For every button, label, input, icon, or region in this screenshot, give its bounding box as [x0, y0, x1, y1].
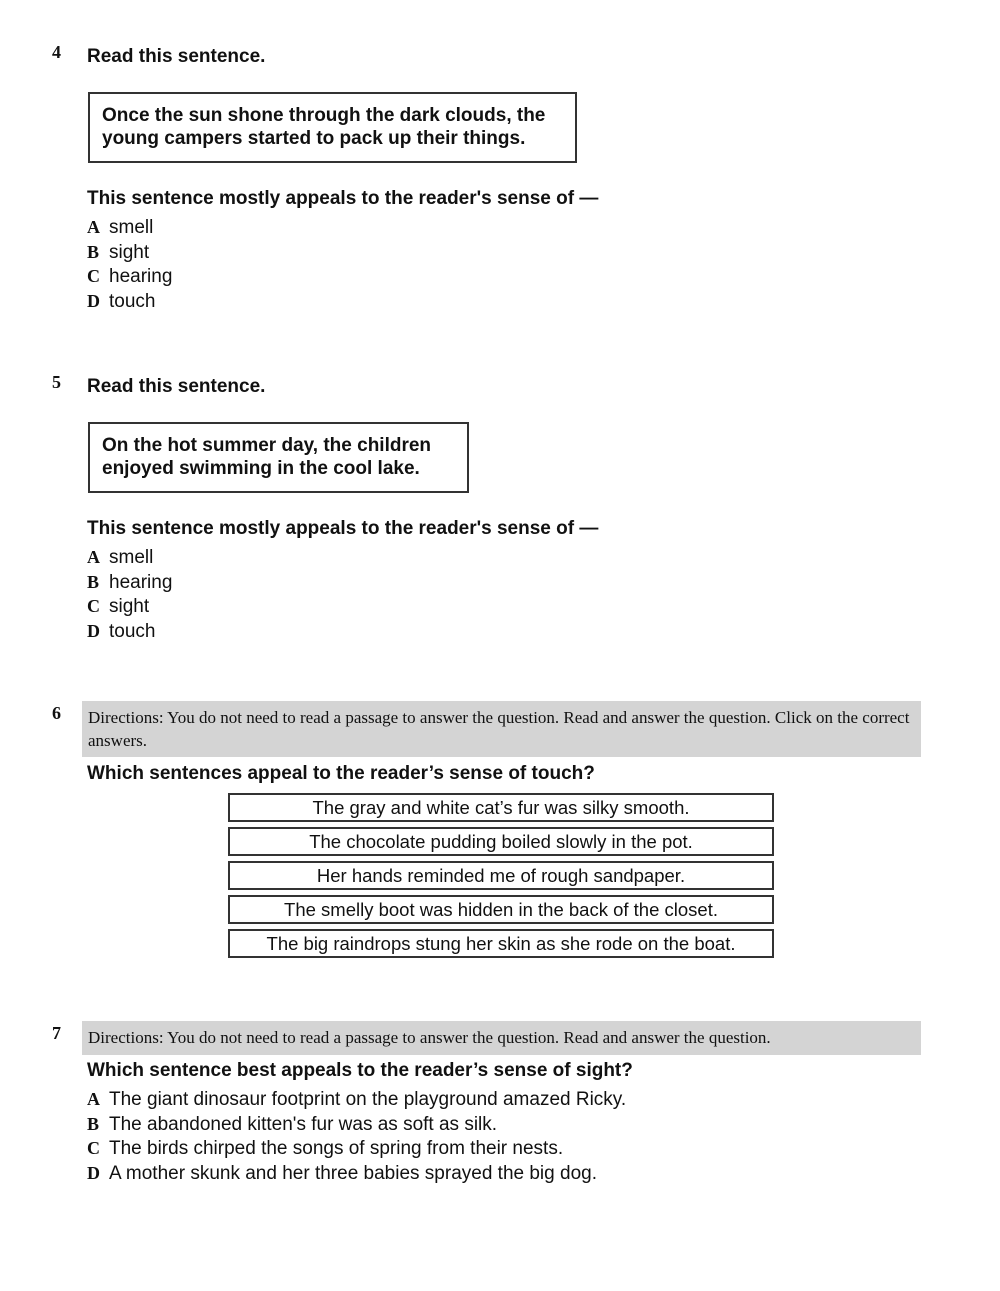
question-6-option-3[interactable]: Her hands reminded me of rough sandpaper.	[228, 861, 774, 890]
question-4-sentence-line-2: young campers started to pack up their things.	[102, 128, 526, 149]
question-7-number: 7	[52, 1023, 61, 1043]
question-5-prompt: This sentence mostly appeals to the reader's sense of —	[87, 518, 599, 539]
choice-letter: B	[87, 571, 100, 592]
choice-letter: A	[87, 217, 100, 237]
question-5-instruction: Read this sentence.	[87, 376, 266, 397]
choice-letter: B	[87, 241, 100, 262]
choice-letter: B	[87, 1113, 100, 1134]
question-5-sentence-line-2: enjoyed swimming in the cool lake.	[102, 458, 420, 479]
choice-text: The abandoned kitten's fur was as soft as silk.	[109, 1113, 498, 1135]
question-6-number: 6	[52, 703, 61, 723]
question-5-choice-b[interactable]	[87, 570, 172, 595]
choice-text: smell	[109, 547, 154, 568]
question-4-sentence-box	[88, 92, 577, 163]
question-4-instruction: Read this sentence.	[87, 46, 266, 67]
question-5-sentence-box	[88, 422, 469, 493]
question-5-choice-d[interactable]	[87, 619, 172, 644]
question-7-directions: Directions: You do not need to read a passage to answer the question. Read and answer the question.	[82, 1021, 921, 1055]
choice-text: hearing	[109, 571, 173, 593]
question-6-option-5[interactable]: The big raindrops stung her skin as she rode on the boat.	[228, 929, 774, 958]
question-7-choices	[87, 1087, 626, 1186]
question-4-choice-c[interactable]	[87, 264, 172, 289]
question-4-sentence-line-1: Once the sun shone through the dark clouds, the	[102, 105, 546, 126]
question-7-choice-c[interactable]	[87, 1136, 626, 1161]
question-5-choice-a[interactable]	[87, 545, 172, 570]
choice-text: The birds chirped the songs of spring from their nests.	[109, 1138, 564, 1160]
question-6-directions: Directions: You do not need to read a passage to answer the question. Read and answer the question. Click on the correct answers.	[82, 701, 921, 757]
choice-text: A mother skunk and her three babies sprayed the big dog.	[109, 1163, 597, 1185]
question-4-number: 4	[52, 42, 61, 62]
question-4-choice-d[interactable]	[87, 289, 172, 314]
choice-letter: A	[87, 547, 100, 567]
question-5-choice-c[interactable]	[87, 594, 172, 619]
question-7-prompt: Which sentence best appeals to the reader’s sense of sight?	[87, 1060, 633, 1081]
question-7-choice-b[interactable]	[87, 1112, 626, 1137]
question-6-prompt: Which sentences appeal to the reader’s sense of touch?	[87, 763, 595, 784]
question-7-choice-a[interactable]	[87, 1087, 626, 1112]
question-6-option-1[interactable]: The gray and white cat’s fur was silky smooth.	[228, 793, 774, 822]
question-6-option-4[interactable]: The smelly boot was hidden in the back of the closet.	[228, 895, 774, 924]
question-6-option-2[interactable]: The chocolate pudding boiled slowly in the pot.	[228, 827, 774, 856]
question-4-choice-a[interactable]	[87, 215, 172, 240]
question-5-sentence-line-1: On the hot summer day, the children	[102, 435, 432, 456]
choice-text: sight	[109, 241, 150, 263]
choice-letter: A	[87, 1089, 100, 1109]
choice-text: touch	[109, 291, 156, 313]
question-4-choice-b[interactable]	[87, 240, 172, 265]
choice-text: touch	[109, 621, 156, 643]
question-6-options	[228, 793, 774, 963]
choice-letter: C	[87, 596, 100, 617]
question-7-choice-d[interactable]	[87, 1161, 626, 1186]
choice-text: The giant dinosaur footprint on the playground amazed Ricky.	[109, 1089, 627, 1110]
question-4-choices	[87, 215, 172, 314]
choice-letter: C	[87, 266, 100, 287]
choice-letter: D	[87, 291, 100, 312]
question-5-number: 5	[52, 372, 61, 392]
choice-text: smell	[109, 217, 154, 238]
choice-letter: D	[87, 621, 100, 642]
choice-text: sight	[109, 596, 150, 618]
question-4-prompt: This sentence mostly appeals to the reader's sense of —	[87, 188, 599, 209]
choice-letter: D	[87, 1163, 100, 1184]
choice-text: hearing	[109, 266, 173, 288]
choice-letter: C	[87, 1138, 100, 1159]
question-5-choices	[87, 545, 172, 644]
